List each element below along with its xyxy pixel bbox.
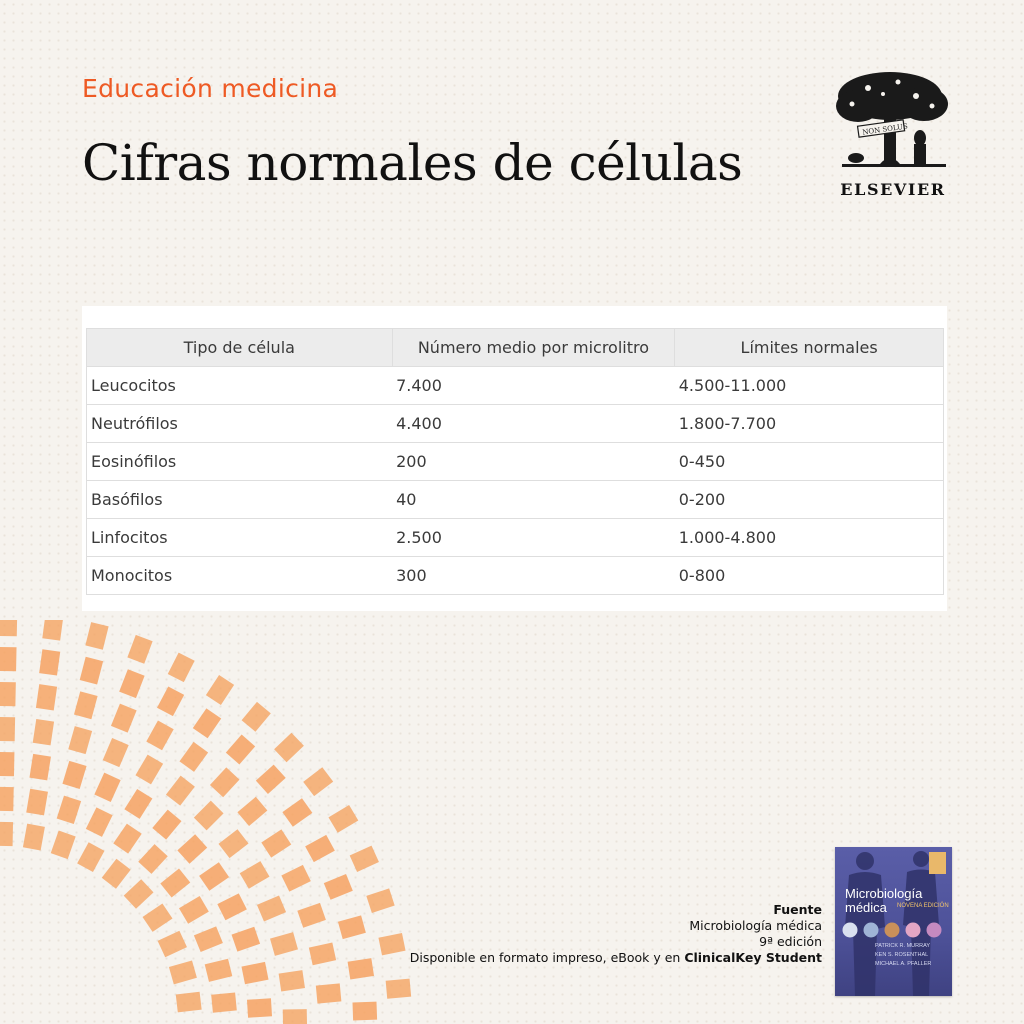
book-author: MICHAEL A. PFALLER — [875, 961, 932, 967]
deco-dash — [257, 896, 286, 922]
deco-dash — [0, 752, 14, 776]
cell-range: 4.500-11.000 — [675, 367, 944, 405]
deco-dash — [124, 879, 154, 909]
edition-badge — [929, 852, 946, 874]
deco-dash — [279, 970, 305, 991]
eyebrow-label: Educación medicina — [82, 74, 339, 103]
column-header: Tipo de célula — [87, 329, 393, 367]
deco-dash — [39, 649, 60, 675]
deco-dash — [242, 702, 271, 732]
deco-dash — [366, 888, 394, 913]
cell-type: Leucocitos — [87, 367, 393, 405]
deco-dash — [324, 874, 353, 900]
cell-type: Neutrófilos — [87, 405, 393, 443]
book-author: PATRICK R. MURRAY — [875, 943, 931, 949]
deco-dash — [282, 798, 312, 827]
deco-dash — [194, 801, 224, 831]
deco-dash — [124, 789, 152, 819]
cell-type: Monocitos — [87, 557, 393, 595]
deco-dash — [157, 686, 184, 716]
logo-motto: NON SOLUS — [861, 122, 909, 137]
deco-dash — [85, 622, 108, 650]
cell-mean: 2.500 — [392, 519, 675, 557]
book-title-line: Microbiología — [845, 886, 923, 901]
elsevier-tree-icon — [828, 66, 958, 178]
deco-dash — [68, 726, 92, 754]
deco-dash — [103, 738, 129, 767]
deco-dash — [316, 983, 342, 1003]
deco-dash — [62, 761, 86, 789]
deco-dash — [210, 767, 240, 797]
deco-dash — [270, 932, 298, 956]
availability-platform: ClinicalKey Student — [684, 950, 822, 965]
deco-dash — [179, 742, 208, 772]
deco-dash — [119, 669, 144, 698]
deco-dash — [179, 896, 209, 924]
deco-dash — [0, 787, 14, 811]
deco-dash — [94, 773, 120, 802]
deco-dash — [80, 657, 103, 685]
deco-dash — [309, 943, 336, 966]
cell-mean: 40 — [392, 481, 675, 519]
source-availability — [410, 950, 822, 966]
table-card — [82, 306, 947, 611]
cell-mean: 7.400 — [392, 367, 675, 405]
deco-dash — [352, 1002, 377, 1021]
deco-dash — [146, 721, 173, 751]
deco-dash — [305, 835, 335, 862]
deco-dash — [281, 865, 310, 892]
deco-dash — [135, 755, 163, 785]
deco-dash — [0, 717, 15, 741]
deco-dash — [143, 904, 173, 932]
deco-dash — [42, 620, 63, 641]
deco-dash — [29, 754, 50, 780]
book-cover — [835, 847, 952, 996]
deco-dash — [36, 684, 57, 710]
deco-dash — [232, 927, 261, 952]
deco-dash — [211, 992, 237, 1012]
table-row — [87, 367, 944, 405]
page-title: Cifras normales de células — [82, 134, 743, 192]
deco-dash — [386, 979, 412, 999]
microbe-circles-icon — [841, 921, 947, 939]
deco-dash — [166, 776, 195, 806]
source-book: Microbiología médica — [689, 918, 822, 933]
deco-dash — [283, 1009, 307, 1024]
deco-dash — [0, 620, 17, 636]
cell-range: 0-450 — [675, 443, 944, 481]
deco-dash — [0, 822, 13, 846]
deco-dash — [206, 675, 234, 705]
deco-dash — [217, 893, 247, 920]
deco-dash — [57, 796, 81, 824]
elsevier-logo — [828, 66, 958, 206]
book-title — [845, 887, 922, 915]
cell-counts-table — [86, 328, 944, 595]
deco-dash — [240, 861, 270, 889]
deco-dash — [113, 824, 141, 854]
cell-mean: 300 — [392, 557, 675, 595]
deco-dash — [160, 868, 190, 897]
deco-dash — [348, 958, 374, 979]
deco-dash — [328, 805, 358, 833]
deco-dash — [350, 846, 379, 872]
cell-type: Basófilos — [87, 481, 393, 519]
cell-range: 0-800 — [675, 557, 944, 595]
book-authors — [875, 942, 931, 969]
cell-range: 0-200 — [675, 481, 944, 519]
deco-dash — [205, 959, 233, 982]
deco-dash — [226, 735, 255, 765]
deco-dash — [219, 829, 249, 858]
deco-dash — [261, 829, 291, 857]
book-title-line: médica — [845, 900, 887, 915]
deco-dash — [274, 733, 304, 763]
logo-wordmark: ELSEVIER — [840, 180, 946, 199]
deco-dash — [33, 719, 54, 745]
deco-dash — [26, 789, 48, 816]
source-label: Fuente — [773, 902, 822, 917]
table-row — [87, 481, 944, 519]
cell-type: Linfocitos — [87, 519, 393, 557]
cell-type: Eosinófilos — [87, 443, 393, 481]
cell-mean: 4.400 — [392, 405, 675, 443]
deco-dash — [303, 767, 333, 796]
deco-dash — [127, 635, 152, 664]
deco-dash — [338, 915, 366, 939]
table-row — [87, 557, 944, 595]
radiating-dashes-decoration — [0, 620, 470, 1024]
table-row — [87, 443, 944, 481]
table-row — [87, 405, 944, 443]
column-header: Límites normales — [675, 329, 944, 367]
deco-dash — [77, 842, 104, 872]
deco-dash — [152, 810, 181, 840]
deco-dash — [237, 797, 267, 826]
deco-dash — [111, 704, 137, 733]
deco-dash — [176, 992, 202, 1013]
column-header: Número medio por microlitro — [392, 329, 675, 367]
table-row — [87, 519, 944, 557]
book-edition: NOVENA EDICIÓN — [897, 903, 949, 909]
deco-dash — [378, 933, 405, 955]
source-credit — [410, 902, 822, 966]
deco-dash — [158, 931, 187, 957]
deco-dash — [297, 903, 326, 928]
deco-dash — [168, 653, 195, 683]
cell-range: 1.800-7.700 — [675, 405, 944, 443]
deco-dash — [241, 962, 268, 984]
deco-dash — [74, 691, 98, 719]
deco-dash — [169, 960, 197, 984]
availability-text: Disponible en formato impreso, eBook y en — [409, 950, 685, 965]
deco-dash — [193, 708, 221, 738]
deco-dash — [177, 834, 207, 863]
book-author: KEN S. ROSENTHAL — [875, 952, 929, 958]
deco-dash — [138, 844, 168, 874]
table-header-row — [87, 329, 944, 367]
deco-dash — [256, 765, 286, 794]
deco-dash — [247, 998, 272, 1017]
deco-dash — [51, 830, 76, 859]
cell-range: 1.000-4.800 — [675, 519, 944, 557]
cell-mean: 200 — [392, 443, 675, 481]
deco-dash — [0, 682, 16, 706]
deco-dash — [102, 859, 131, 889]
deco-dash — [194, 926, 223, 952]
deco-dash — [0, 647, 17, 671]
deco-dash — [199, 862, 229, 890]
source-edition: 9ª edición — [759, 934, 822, 949]
deco-dash — [23, 824, 45, 851]
deco-dash — [86, 807, 113, 836]
